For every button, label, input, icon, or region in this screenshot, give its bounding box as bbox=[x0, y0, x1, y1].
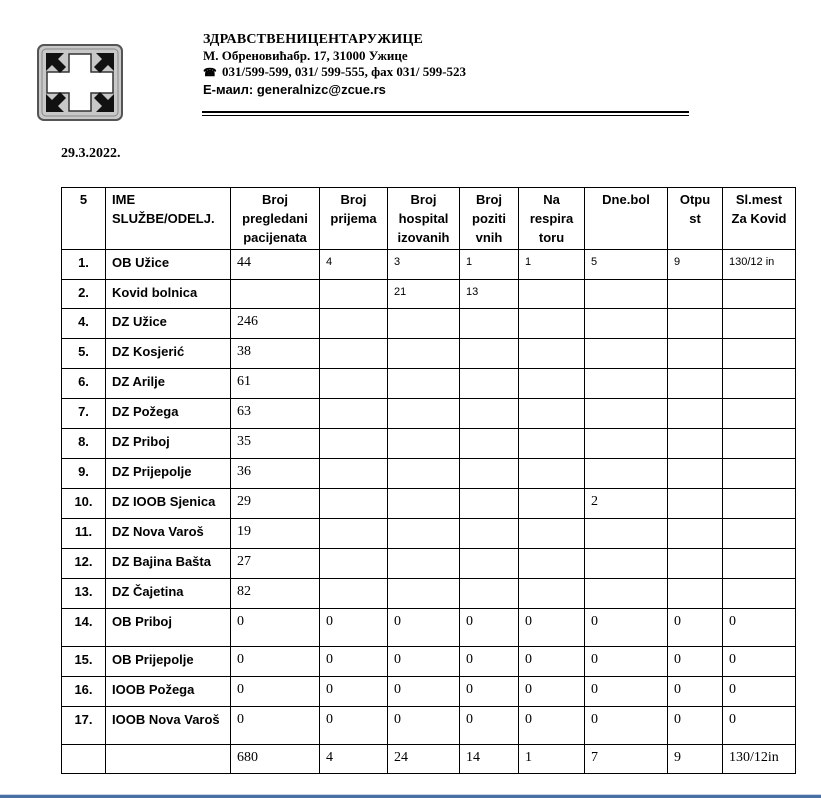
table-cell bbox=[460, 369, 519, 399]
row-number: 11. bbox=[62, 519, 106, 549]
service-name: IOOB Nova Varoš bbox=[106, 707, 231, 745]
row-number: 4. bbox=[62, 309, 106, 339]
table-row bbox=[62, 309, 796, 339]
header-rule-thin bbox=[202, 115, 689, 116]
row-number: 5. bbox=[62, 339, 106, 369]
total-cell: 14 bbox=[460, 745, 519, 774]
table-cell bbox=[585, 549, 668, 579]
service-name: OB Priboj bbox=[106, 609, 231, 647]
service-name: DZ Nova Varoš bbox=[106, 519, 231, 549]
table-cell: 0 bbox=[388, 677, 460, 707]
table-cell bbox=[668, 579, 723, 609]
table-cell: 0 bbox=[320, 707, 388, 745]
row-number: 17. bbox=[62, 707, 106, 745]
table-cell bbox=[519, 369, 585, 399]
table-cell bbox=[723, 489, 796, 519]
row-number: 15. bbox=[62, 647, 106, 677]
table-cell bbox=[585, 369, 668, 399]
table-cell: 0 bbox=[388, 707, 460, 745]
table-cell bbox=[388, 339, 460, 369]
service-name: DZ Bajina Bašta bbox=[106, 549, 231, 579]
institution-address: М. Обреновићабр. 17, 31000 Ужице bbox=[203, 48, 408, 63]
table-cell bbox=[519, 280, 585, 309]
service-name: DZ Arilje bbox=[106, 369, 231, 399]
table-cell: 38 bbox=[231, 339, 320, 369]
col-header-number: 5 bbox=[62, 188, 106, 250]
table-cell: 0 bbox=[519, 647, 585, 677]
table-cell: 130/12 in bbox=[723, 250, 796, 280]
table-cell bbox=[519, 429, 585, 459]
table-cell: 19 bbox=[231, 519, 320, 549]
service-name: OB Užice bbox=[106, 250, 231, 280]
table-cell bbox=[519, 309, 585, 339]
table-cell: 0 bbox=[585, 677, 668, 707]
service-name: DZ Požega bbox=[106, 399, 231, 429]
phone-line bbox=[203, 64, 693, 81]
row-number: 14. bbox=[62, 609, 106, 647]
table-cell bbox=[668, 399, 723, 429]
table-row bbox=[62, 339, 796, 369]
table-cell: 0 bbox=[668, 647, 723, 677]
table-cell bbox=[585, 339, 668, 369]
table-cell bbox=[388, 579, 460, 609]
table-row bbox=[62, 369, 796, 399]
total-cell: 9 bbox=[668, 745, 723, 774]
table-cell: 0 bbox=[231, 647, 320, 677]
table-cell: 0 bbox=[231, 609, 320, 647]
service-name: DZ Čajetina bbox=[106, 579, 231, 609]
table-cell: 9 bbox=[668, 250, 723, 280]
table-cell bbox=[320, 309, 388, 339]
table-cell bbox=[320, 399, 388, 429]
table-cell bbox=[585, 309, 668, 339]
table-cell bbox=[320, 459, 388, 489]
table-cell bbox=[668, 429, 723, 459]
totals-number bbox=[62, 745, 106, 774]
table-cell bbox=[519, 459, 585, 489]
table-cell: 2 bbox=[585, 489, 668, 519]
table-cell bbox=[723, 429, 796, 459]
table-cell: 0 bbox=[388, 647, 460, 677]
table-row bbox=[62, 677, 796, 707]
table-cell bbox=[668, 519, 723, 549]
col-header-hospital-days: Dne.bol bbox=[585, 188, 668, 250]
table-cell: 0 bbox=[460, 677, 519, 707]
table-cell: 0 bbox=[320, 647, 388, 677]
table-cell: 0 bbox=[585, 609, 668, 647]
table-row bbox=[62, 579, 796, 609]
total-cell: 4 bbox=[320, 745, 388, 774]
table-cell bbox=[320, 369, 388, 399]
table-cell: 0 bbox=[231, 677, 320, 707]
table-cell: 35 bbox=[231, 429, 320, 459]
report-date: 29.3.2022. bbox=[61, 146, 121, 161]
table-cell bbox=[585, 399, 668, 429]
table-cell: 0 bbox=[231, 707, 320, 745]
table-cell: 246 bbox=[231, 309, 320, 339]
table-cell: 0 bbox=[519, 609, 585, 647]
table-cell bbox=[460, 459, 519, 489]
col-header-admissions: Broj prijema bbox=[320, 188, 388, 250]
table-cell bbox=[388, 459, 460, 489]
service-name: OB Prijepolje bbox=[106, 647, 231, 677]
service-name: Kovid bolnica bbox=[106, 280, 231, 309]
table-cell: 21 bbox=[388, 280, 460, 309]
table-row bbox=[62, 609, 796, 647]
table-cell bbox=[519, 549, 585, 579]
service-name: DZ Priboj bbox=[106, 429, 231, 459]
table-cell: 0 bbox=[585, 707, 668, 745]
table-cell bbox=[585, 579, 668, 609]
table-cell bbox=[723, 399, 796, 429]
table-cell bbox=[723, 280, 796, 309]
table-cell bbox=[460, 339, 519, 369]
table-cell bbox=[320, 280, 388, 309]
table-cell bbox=[231, 280, 320, 309]
row-number: 13. bbox=[62, 579, 106, 609]
table-cell: 0 bbox=[723, 647, 796, 677]
table-cell bbox=[388, 549, 460, 579]
service-name: DZ Kosjerić bbox=[106, 339, 231, 369]
table-row bbox=[62, 647, 796, 677]
table-cell bbox=[460, 549, 519, 579]
row-number: 12. bbox=[62, 549, 106, 579]
table-cell: 0 bbox=[668, 707, 723, 745]
table-cell bbox=[723, 309, 796, 339]
service-name: IOOB Požega bbox=[106, 677, 231, 707]
table-cell bbox=[460, 429, 519, 459]
table-cell: 5 bbox=[585, 250, 668, 280]
letterhead bbox=[203, 31, 693, 98]
table-cell bbox=[668, 339, 723, 369]
service-name: DZ Prijepolje bbox=[106, 459, 231, 489]
table-row bbox=[62, 549, 796, 579]
table-cell: 0 bbox=[388, 609, 460, 647]
col-header-service: IME SLUŽBE/ODELJ. bbox=[106, 188, 231, 250]
table-cell bbox=[388, 489, 460, 519]
row-number: 8. bbox=[62, 429, 106, 459]
table-cell: 44 bbox=[231, 250, 320, 280]
health-center-logo-icon bbox=[37, 44, 123, 121]
table-cell: 0 bbox=[460, 609, 519, 647]
service-name: DZ Užice bbox=[106, 309, 231, 339]
table-cell: 61 bbox=[231, 369, 320, 399]
table-cell bbox=[519, 579, 585, 609]
header-rule-thick bbox=[202, 111, 689, 113]
col-header-respirator: Na respira toru bbox=[519, 188, 585, 250]
table-cell: 82 bbox=[231, 579, 320, 609]
totals-label bbox=[106, 745, 231, 774]
row-number: 7. bbox=[62, 399, 106, 429]
table-cell bbox=[388, 399, 460, 429]
table-cell: 0 bbox=[668, 677, 723, 707]
table-cell bbox=[460, 519, 519, 549]
table-cell bbox=[388, 519, 460, 549]
table-cell: 0 bbox=[585, 647, 668, 677]
table-header-row bbox=[62, 188, 796, 250]
table-cell bbox=[460, 399, 519, 429]
table-cell: 1 bbox=[460, 250, 519, 280]
table-cell: 29 bbox=[231, 489, 320, 519]
table-cell: 0 bbox=[723, 707, 796, 745]
table-cell: 27 bbox=[231, 549, 320, 579]
institution-name: ЗДРАВСТВЕНИЦЕНТАРУЖИЦЕ bbox=[203, 32, 423, 47]
col-header-discharged: Otpu st bbox=[668, 188, 723, 250]
row-number: 1. bbox=[62, 250, 106, 280]
row-number: 10. bbox=[62, 489, 106, 519]
table-cell bbox=[668, 459, 723, 489]
telephone-icon: ☎ bbox=[203, 67, 217, 79]
table-row bbox=[62, 399, 796, 429]
table-cell bbox=[519, 339, 585, 369]
col-header-hospitalized: Broj hospital izovanih bbox=[388, 188, 460, 250]
table-cell bbox=[320, 549, 388, 579]
row-number: 16. bbox=[62, 677, 106, 707]
table-cell bbox=[460, 309, 519, 339]
table-cell bbox=[320, 339, 388, 369]
table-cell bbox=[320, 489, 388, 519]
table-row bbox=[62, 519, 796, 549]
table-cell: 36 bbox=[231, 459, 320, 489]
email-line: Е-маил: generalnizc@zcue.rs bbox=[203, 82, 386, 97]
table-cell: 4 bbox=[320, 250, 388, 280]
total-cell: 24 bbox=[388, 745, 460, 774]
table-cell bbox=[723, 459, 796, 489]
table-cell bbox=[585, 280, 668, 309]
table-row bbox=[62, 250, 796, 280]
col-header-examined: Broj pregledani pacijenata bbox=[231, 188, 320, 250]
service-name: DZ IOOB Sjenica bbox=[106, 489, 231, 519]
total-cell: 680 bbox=[231, 745, 320, 774]
total-cell: 7 bbox=[585, 745, 668, 774]
table-cell bbox=[320, 579, 388, 609]
table-cell bbox=[668, 489, 723, 519]
table-cell bbox=[585, 519, 668, 549]
table-row bbox=[62, 707, 796, 745]
table-cell bbox=[388, 429, 460, 459]
table-cell bbox=[388, 369, 460, 399]
table-cell bbox=[460, 489, 519, 519]
col-header-positive: Broj poziti vnih bbox=[460, 188, 519, 250]
table-row bbox=[62, 280, 796, 309]
table-cell bbox=[668, 280, 723, 309]
total-cell: 130/12in bbox=[723, 745, 796, 774]
table-cell: 63 bbox=[231, 399, 320, 429]
table-cell: 0 bbox=[519, 677, 585, 707]
table-cell: 0 bbox=[519, 707, 585, 745]
table-cell: 0 bbox=[723, 677, 796, 707]
row-number: 9. bbox=[62, 459, 106, 489]
table-cell bbox=[460, 579, 519, 609]
table-cell: 0 bbox=[460, 647, 519, 677]
report-table bbox=[61, 187, 796, 774]
table-cell bbox=[668, 549, 723, 579]
table-cell: 3 bbox=[388, 250, 460, 280]
table-cell bbox=[723, 549, 796, 579]
table-cell: 0 bbox=[723, 609, 796, 647]
table-cell bbox=[320, 519, 388, 549]
row-number: 2. bbox=[62, 280, 106, 309]
table-cell bbox=[668, 369, 723, 399]
table-cell bbox=[723, 369, 796, 399]
table-row bbox=[62, 459, 796, 489]
table-cell bbox=[519, 489, 585, 519]
table-cell bbox=[668, 309, 723, 339]
table-cell: 0 bbox=[460, 707, 519, 745]
table-cell bbox=[723, 579, 796, 609]
table-cell bbox=[585, 459, 668, 489]
table-cell: 1 bbox=[519, 250, 585, 280]
table-cell: 0 bbox=[668, 609, 723, 647]
row-number: 6. bbox=[62, 369, 106, 399]
table-cell bbox=[585, 429, 668, 459]
table-cell bbox=[519, 519, 585, 549]
table-cell: 0 bbox=[320, 677, 388, 707]
table-cell bbox=[519, 399, 585, 429]
table-cell bbox=[723, 339, 796, 369]
col-header-covid-beds: Sl.mest Za Kovid bbox=[723, 188, 796, 250]
table-row bbox=[62, 429, 796, 459]
table-cell: 0 bbox=[320, 609, 388, 647]
table-row bbox=[62, 489, 796, 519]
total-cell: 1 bbox=[519, 745, 585, 774]
table-cell bbox=[388, 309, 460, 339]
table-cell bbox=[320, 429, 388, 459]
totals-row bbox=[62, 745, 796, 774]
phone-numbers: 031/599-599, 031/ 599-555, фах 031/ 599-523 bbox=[221, 64, 467, 79]
table-cell bbox=[723, 519, 796, 549]
table-cell: 13 bbox=[460, 280, 519, 309]
